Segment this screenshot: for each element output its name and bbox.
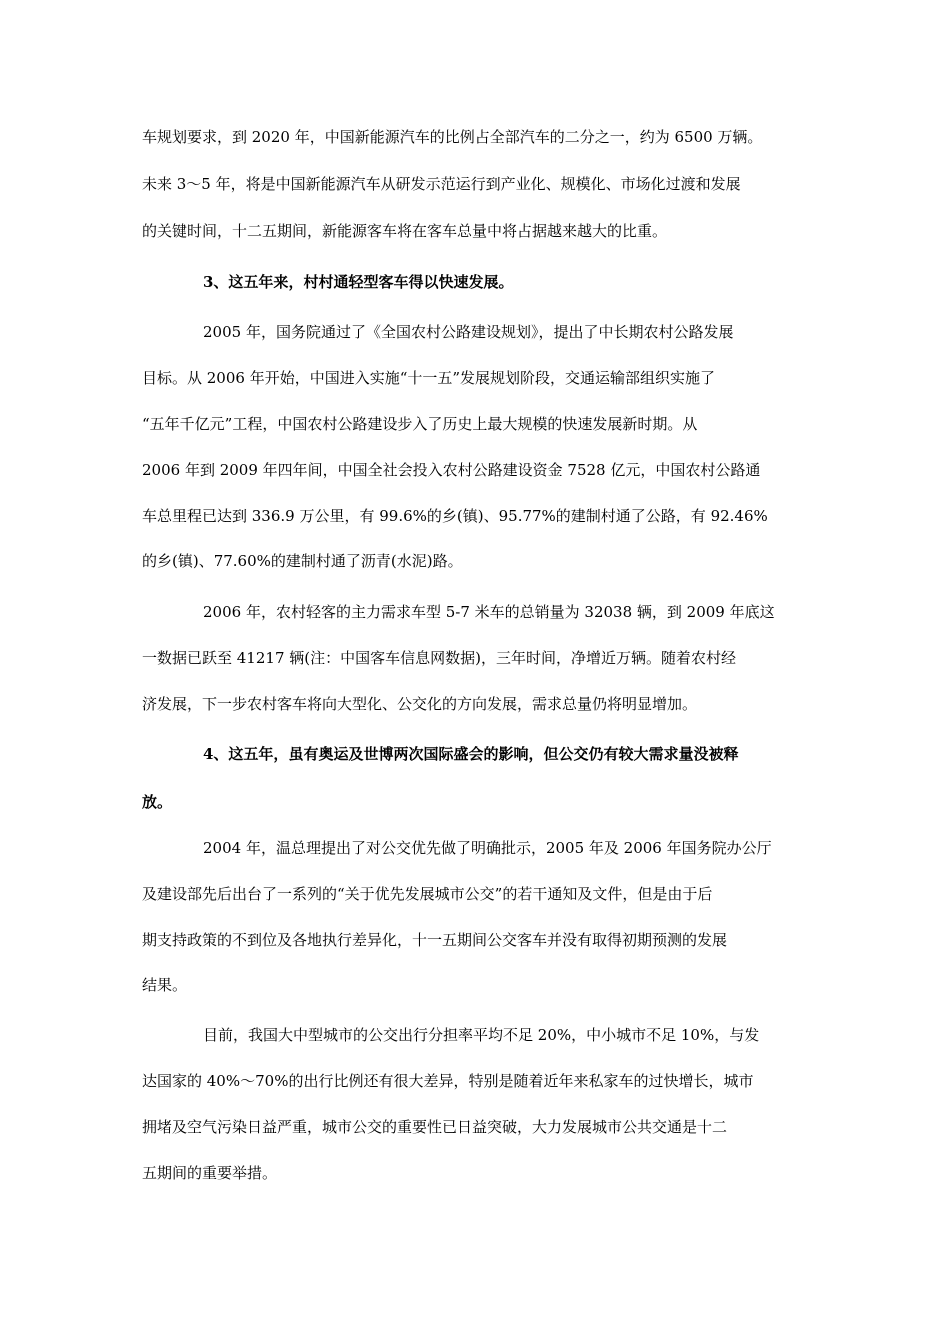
paragraph-1-line-3: 的关键时间，十二五期间，新能源客车将在客车总量中将占据越来越大的比重。 bbox=[142, 222, 668, 240]
paragraph-3-line-3: 济发展，下一步农村客车将向大型化、公交化的方向发展，需求总量仍将明显增加。 bbox=[142, 695, 698, 713]
paragraph-2-line-2: 目标。从 2006 年开始，中国进入实施“十一五”发展规划阶段，交通运输部组织实施了 bbox=[142, 369, 716, 387]
paragraph-2-line-5: 车总里程已达到 336.9 万公里，有 99.6%的乡(镇)、95.77%的建制村通了公路，有 92.46% bbox=[142, 507, 768, 525]
paragraph-4-line-4: 结果。 bbox=[142, 976, 188, 994]
section-heading-3: 3、这五年来，村村通轻型客车得以快速发展。 bbox=[203, 273, 514, 291]
paragraph-4-line-1: 2004 年，温总理提出了对公交优先做了明确批示，2005 年及 2006 年国务院办公厅 bbox=[203, 839, 772, 857]
paragraph-2-line-1: 2005 年，国务院通过了《全国农村公路建设规划》，提出了中长期农村公路发展 bbox=[203, 323, 734, 341]
paragraph-4-line-2: 及建设部先后出台了一系列的“关于优先发展城市公交”的若干通知及文件，但是由于后 bbox=[142, 885, 713, 903]
paragraph-2-line-3: “五年千亿元”工程，中国农村公路建设步入了历史上最大规模的快速发展新时期。从 bbox=[142, 415, 698, 433]
paragraph-5-line-1: 目前，我国大中型城市的公交出行分担率平均不足 20%，中小城市不足 10%，与发 bbox=[203, 1026, 760, 1044]
paragraph-1-line-2: 未来 3～5 年，将是中国新能源汽车从研发示范运行到产业化、规模化、市场化过渡和发展 bbox=[142, 175, 741, 193]
paragraph-2-line-4: 2006 年到 2009 年四年间，中国全社会投入农村公路建设资金 7528 亿元，中国农村公路通 bbox=[142, 461, 761, 479]
paragraph-5-line-4: 五期间的重要举措。 bbox=[142, 1164, 278, 1182]
section-heading-4-line-1: 4、这五年，虽有奥运及世博两次国际盛会的影响，但公交仍有较大需求量没被释 bbox=[203, 745, 739, 763]
paragraph-5-line-2: 达国家的 40%～70%的出行比例还有很大差异，特别是随着近年来私家车的过快增长，城市 bbox=[142, 1072, 754, 1090]
section-heading-4-line-2: 放。 bbox=[142, 793, 173, 811]
paragraph-4-line-3: 期支持政策的不到位及各地执行差异化，十一五期间公交客车并没有取得初期预测的发展 bbox=[142, 931, 728, 949]
paragraph-1-line-1: 车规划要求，到 2020 年，中国新能源汽车的比例占全部汽车的二分之一，约为 6500 万辆。 bbox=[142, 128, 763, 146]
paragraph-2-line-6: 的乡(镇)、77.60%的建制村通了沥青(水泥)路。 bbox=[142, 552, 463, 570]
paragraph-3-line-2: 一数据已跃至 41217 辆(注：中国客车信息网数据)，三年时间，净增近万辆。随着农村经 bbox=[142, 649, 736, 667]
paragraph-5-line-3: 拥堵及空气污染日益严重，城市公交的重要性已日益突破，大力发展城市公共交通是十二 bbox=[142, 1118, 728, 1136]
paragraph-3-line-1: 2006 年，农村轻客的主力需求车型 5-7 米车的总销量为 32038 辆，到 2009 年底这 bbox=[203, 603, 775, 621]
